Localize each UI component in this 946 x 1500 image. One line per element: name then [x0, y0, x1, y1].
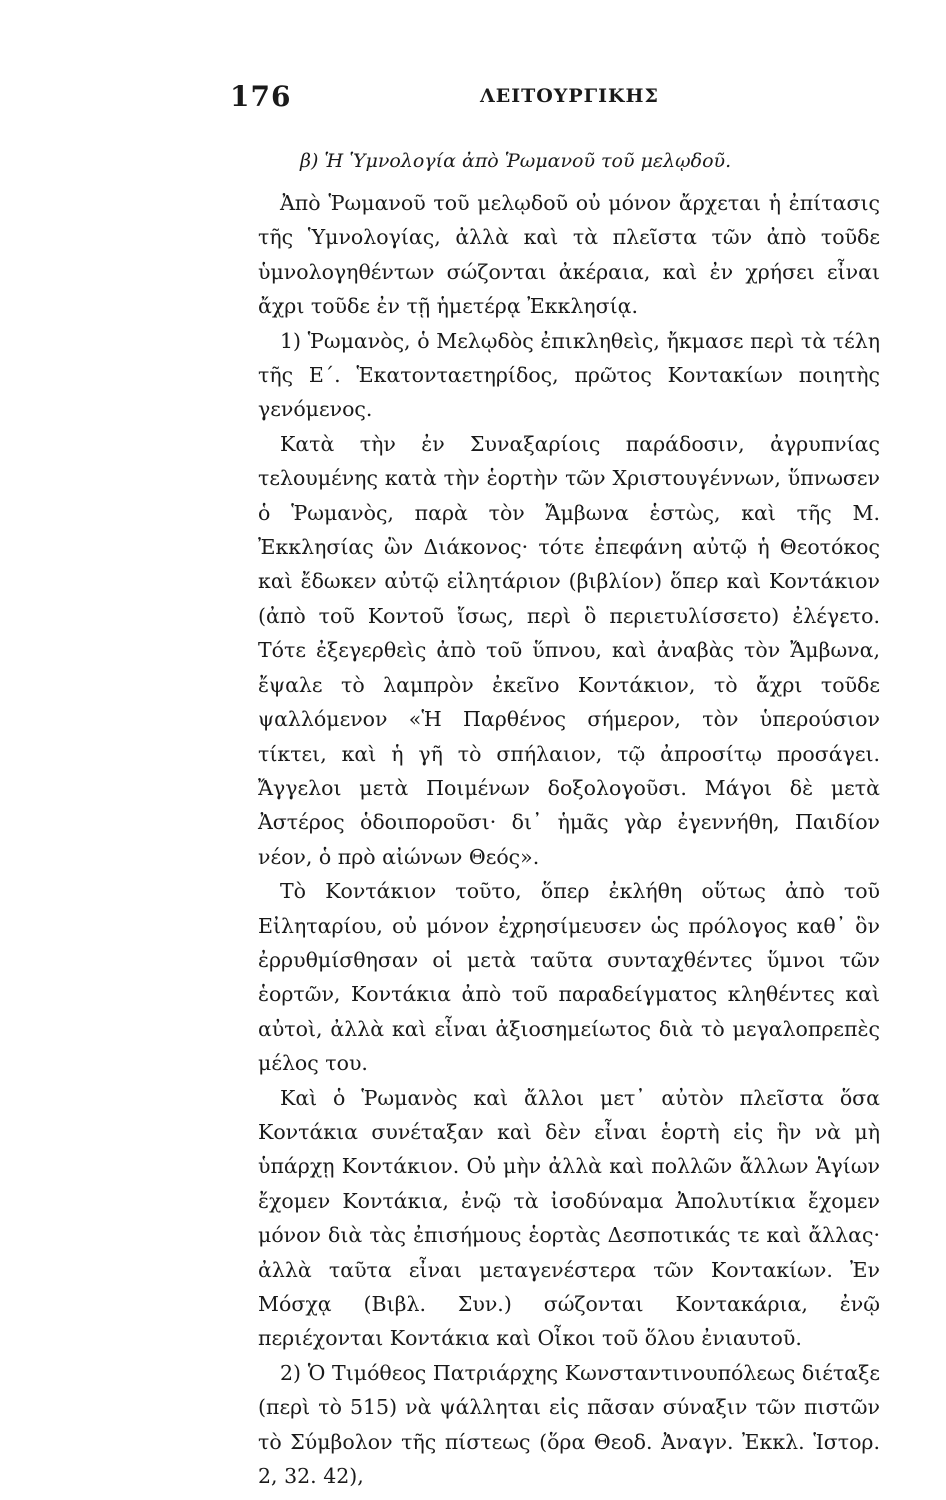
paragraph-intro: Ἀπὸ Ῥωμανοῦ τοῦ μελῳδοῦ οὐ μόνον ἄρχεται ἡ ἐπίτασις τῆς Ὑμνολογίας, ἀλλὰ καὶ τὰ πλεῖστα τῶν ἀπὸ τοῦδε ὑμνολογηθέντων σώζονται ἀκέραια, καὶ ἐν χρήσει εἶναι ἄχρι τοῦδε ἐν τῇ ἡμετέρᾳ Ἐκκλησίᾳ. [258, 191, 880, 319]
paragraph-kontakion: Τὸ Κοντάκιον τοῦτο, ὅπερ ἐκλήθη οὕτως ἀπὸ τοῦ Εἰληταρίου, οὐ μόνον ἐχρησίμευσεν ὡς πρόλογος καθ᾽ ὃν ἐρρυθμίσθησαν οἱ μετὰ ταῦτα συνταχθέντες ὕμνοι τῶν ἑορτῶν, Κοντάκια ἀπὸ τοῦ παραδείγματος κληθέντες καὶ αὐτοὶ, ἀλλὰ καὶ εἶναι ἀξιοσημείωτος διὰ τὸ μεγαλοπρεπὲς μέλος του. [258, 879, 880, 1076]
page-header [230, 80, 690, 120]
paragraph-synaxarion-tradition: Κατὰ τὴν ἐν Συναξαρίοις παράδοσιν, ἀγρυπνίας τελουμένης κατὰ τὴν ἑορτὴν τῶν Χριστουγέννων, ὕπνωσεν ὁ Ῥωμανὸς, παρὰ τὸν Ἄμβωνα ἑστὼς, καὶ τῆς Μ. Ἐκκλησίας ὢν Διάκονος· τότε ἐπεφάνη αὐτῷ ἡ Θεοτόκος καὶ ἔδωκεν αὐτῷ εἰλητάριον (βιβλίον) ὅπερ καὶ Κοντάκιον (ἀπὸ τοῦ Κοντοῦ ἴσως, περὶ ὃ περιετυλίσσετο) ἐλέγετο. Τότε ἐξεγερθεὶς ἀπὸ τοῦ ὕπνου, καὶ ἀναβὰς τὸν Ἄμβωνα, ἔψαλε τὸ λαμπρὸν ἐκεῖνο Κοντάκιον, τὸ ἄχρι τοῦδε ψαλλόμενον «Ἡ Παρθένος σήμερον, τὸν ὑπερούσιον τίκτει, καὶ ἡ γῆ τὸ σπήλαιον, τῷ ἀπροσίτῳ προσάγει. Ἄγγελοι μετὰ Ποιμένων δοξολογοῦσι. Μάγοι δὲ μετὰ Ἀστέρος ὁδοιποροῦσι· δι᾽ ἡμᾶς γὰρ ἐγεννήθη, Παιδίον νέον, ὁ πρὸ αἰώνων Θεός». [258, 431, 880, 869]
section-heading: β) Ἡ Ὑμνολογία ἀπὸ Ῥωμανοῦ τοῦ μελῳδοῦ. [300, 150, 732, 172]
paragraph-timotheos: 2) Ὁ Τιμόθεος Πατριάρχης Κωνσταντινουπόλεως διέταξε (περὶ τὸ 515) νὰ ψάλληται εἰς πᾶσαν σύναξιν τῶν πιστῶν τὸ Σύμβολον τῆς πίστεως (ὅρα Θεοδ. Ἀναγν. Ἐκκλ. Ἱστορ. 2, 32. 42), [258, 1360, 880, 1489]
running-title: ΛΕΙΤΟΥΡΓΙΚΗΣ [480, 85, 659, 107]
paragraph-romanos: 1) Ῥωμανὸς, ὁ Μελῳδὸς ἐπικληθεὶς, ἤκμασε περὶ τὰ τέλη τῆς Ε΄. Ἑκατονταετηρίδος, πρῶτος Κοντακίων ποιητὴς γενόμενος. [258, 328, 880, 422]
page-number: 176 [230, 80, 292, 113]
paragraph-other-kontakia: Καὶ ὁ Ῥωμανὸς καὶ ἄλλοι μετ᾽ αὐτὸν πλεῖστα ὅσα Κοντάκια συνέταξαν καὶ δὲν εἶναι ἑορτὴ εἰς ἣν νὰ μὴ ὑπάρχῃ Κοντάκιον. Οὐ μὴν ἀλλὰ καὶ πολλῶν ἄλλων Ἁγίων ἔχομεν Κοντάκια, ἐνῷ τὰ ἰσοδύναμα Ἀπολυτίκια ἔχομεν μόνον διὰ τὰς ἐπισήμους ἑορτὰς Δεσποτικάς τε καὶ ἄλλας· ἀλλὰ ταῦτα εἶναι μεταγενέστερα τῶν Κοντακίων. Ἐν Μόσχᾳ (Βιβλ. Συν.) σώζονται Κοντακάρια, ἐνῷ περιέχονται Κοντάκια καὶ Οἶκοι τοῦ ὅλου ἐνιαυτοῦ. [258, 1085, 880, 1351]
body-text [258, 186, 880, 1493]
